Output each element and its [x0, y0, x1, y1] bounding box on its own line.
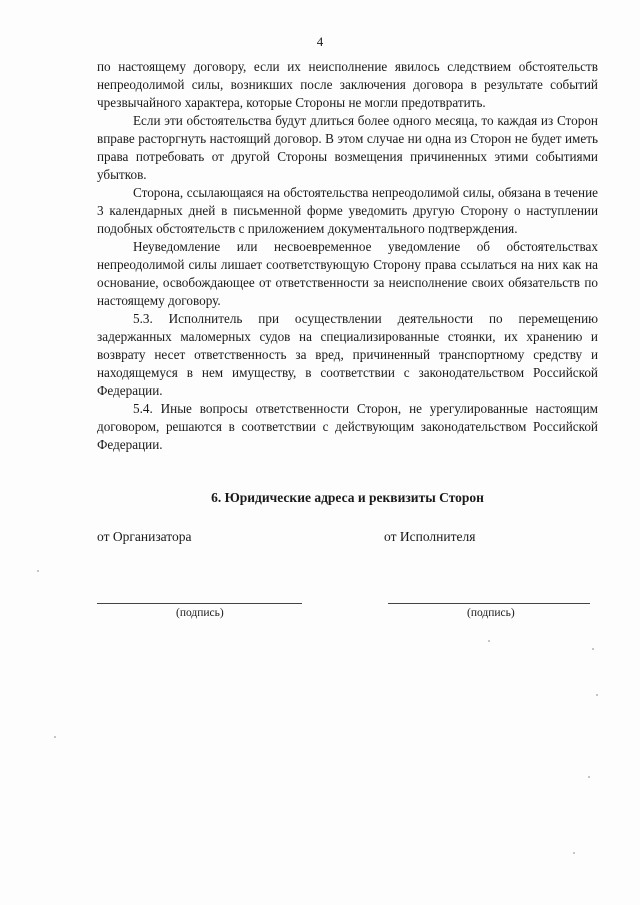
- paragraph-non-notification: Неуведомление или несвоевременное уведомление об обстоятельствах непреодолимой силы лишает соответствующую Сторону права ссылаться на них как на основание, освобождающее от ответственности за неисполнение своих обязательств по настоящему договору.: [97, 239, 598, 308]
- organizer-label: от Организатора: [97, 529, 192, 544]
- scan-speck: [573, 852, 575, 854]
- executor-signature-line: [388, 603, 590, 604]
- scan-speck: [592, 648, 594, 650]
- scan-speck: [596, 694, 598, 696]
- paragraph-notification-duty: Сторона, ссылающаяся на обстоятельства непреодолимой силы, обязана в течение 3 календарных дней в письменной форме уведомить другую Сторону о наступлении подобных обстоятельств с приложением документального подтверждения.: [97, 185, 598, 236]
- scan-speck: [54, 736, 56, 738]
- paragraph-clause-5-4: 5.4. Иные вопросы ответственности Сторон, не урегулированные настоящим договором, решаются в соответствии с действующим законодательством Российской Федерации.: [97, 401, 598, 452]
- scan-speck: [588, 776, 590, 778]
- paragraph-force-majeure-continued: по настоящему договору, если их неисполнение явилось следствием обстоятельств непреодолимой силы, возникших после заключения договора в результате событий чрезвычайного характера, которые Стороны не могли предотвратить.: [97, 59, 598, 110]
- organizer-signature-line: [97, 603, 302, 604]
- section-heading: 6. Юридические адреса и реквизиты Сторон: [211, 490, 484, 505]
- organizer-signature-caption: (подпись): [176, 607, 224, 619]
- scan-speck: [488, 640, 490, 642]
- paragraph-clause-5-3: 5.3. Исполнитель при осуществлении деятельности по перемещению задержанных маломерных судов на специализированные стоянки, их хранению и возврату несет ответственность за вред, причиненный транспортному средству и находящемуся в нем имуществу, в соответствии с законодательством Российской Федерации.: [97, 311, 598, 398]
- scan-speck: [37, 570, 39, 572]
- page-number: 4: [316, 34, 324, 49]
- executor-label: от Исполнителя: [384, 529, 476, 544]
- paragraph-termination-right: Если эти обстоятельства будут длиться более одного месяца, то каждая из Сторон вправе расторгнуть настоящий договор. В этом случае ни одна из Сторон не будет иметь права потребовать от другой Стороны возмещения причиненных этими событиями убытков.: [97, 113, 598, 182]
- body-text: [97, 58, 598, 454]
- executor-signature-caption: (подпись): [467, 607, 515, 619]
